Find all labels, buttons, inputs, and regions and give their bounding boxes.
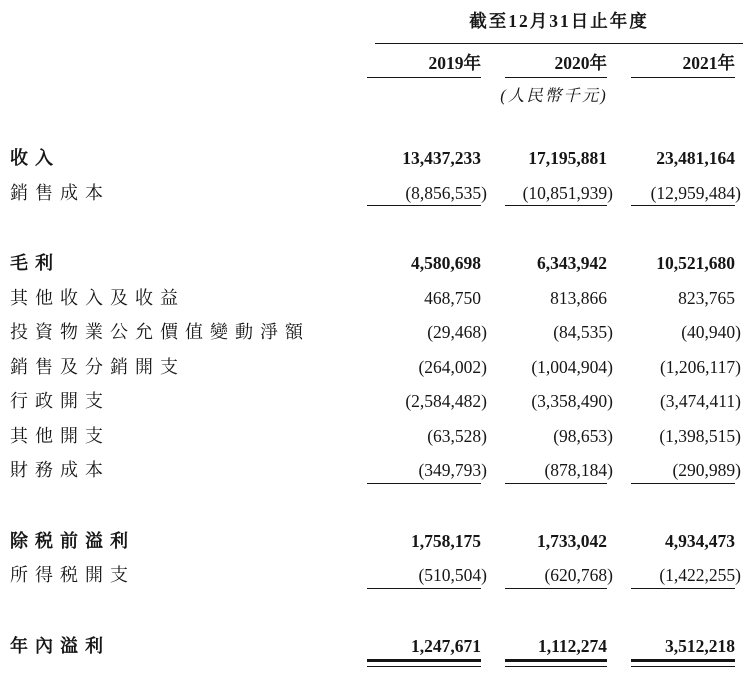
row-value-2020: (84,535) (553, 322, 613, 342)
row-value-2020: 6,343,942 (537, 253, 607, 273)
row-label: 收入 (10, 148, 60, 168)
column-header-2021: 2021年 (629, 49, 743, 78)
row-value-2020: (10,851,939) (503, 176, 615, 211)
row-value-2021: 10,521,680 (656, 253, 735, 273)
year-columns-row (10, 49, 747, 78)
row-value-2021: (3,474,411) (659, 391, 741, 411)
row-label: 銷售及分銷開支 (10, 356, 185, 377)
row-value-2019: 13,437,233 (402, 148, 481, 168)
column-header-2020: 2020年 (503, 49, 615, 78)
row-value-2019: 468,750 (424, 287, 481, 308)
row-label: 所得税開支 (10, 565, 135, 585)
table-row-fair-value-change (10, 315, 747, 350)
table-row-gross-profit (10, 246, 747, 281)
row-value-2021: (1,206,117) (659, 356, 741, 377)
row-value-2020: (98,653) (553, 425, 613, 446)
row-value-2020: 1,733,042 (537, 530, 607, 551)
table-row-cost-of-sales (10, 176, 747, 211)
row-value-2019: (349,793) (365, 453, 489, 488)
row-label: 毛利 (10, 253, 60, 273)
row-value-2020: 17,195,881 (528, 148, 607, 168)
table-body (10, 141, 747, 663)
period-header: 截至12月31日止年度 (375, 8, 743, 44)
table-row-selling-expenses (10, 350, 747, 385)
row-value-2019: (2,584,482) (405, 391, 487, 411)
row-value-2019: 1,247,671 (365, 629, 489, 664)
row-value-2021: (1,398,515) (659, 425, 741, 446)
table-header (10, 8, 747, 111)
row-value-2019: 1,758,175 (411, 530, 481, 551)
row-value-2019: (510,504) (365, 558, 489, 593)
table-row-revenue (10, 141, 747, 176)
row-value-2020: (3,358,490) (531, 391, 613, 411)
period-header-row (10, 8, 747, 44)
table-row-other-expenses (10, 419, 747, 454)
row-value-2021: (1,422,255) (629, 558, 743, 593)
row-label: 行政開支 (10, 391, 110, 411)
row-value-2021: (12,959,484) (629, 176, 743, 211)
unit-note-row (10, 78, 747, 111)
row-value-2021: 823,765 (678, 287, 735, 308)
row-value-2020: 1,112,274 (503, 629, 615, 664)
row-label: 除税前溢利 (10, 530, 135, 551)
row-label: 投資物業公允價值變動淨額 (10, 322, 310, 342)
row-value-2020: (878,184) (503, 453, 615, 488)
row-value-2019: 4,580,698 (411, 253, 481, 273)
row-value-2021: 4,934,473 (665, 530, 735, 551)
column-header-2019: 2019年 (365, 49, 489, 78)
currency-unit-note: (人民幣千元) (500, 86, 608, 105)
row-value-2021: 3,512,218 (629, 629, 743, 664)
table-row-income-tax (10, 558, 747, 593)
row-value-2019: (63,528) (427, 425, 487, 446)
row-value-2021: (40,940) (681, 322, 741, 342)
table-row-admin-expenses (10, 384, 747, 419)
table-row-other-income (10, 281, 747, 316)
row-value-2020: (1,004,904) (531, 356, 613, 377)
row-label: 其他開支 (10, 425, 110, 446)
row-value-2020: (620,768) (503, 558, 615, 593)
row-value-2021: 23,481,164 (656, 148, 735, 168)
row-value-2021: (290,989) (629, 453, 743, 488)
row-value-2019: (8,856,535) (365, 176, 489, 211)
row-label: 銷售成本 (10, 182, 110, 203)
row-value-2020: 813,866 (550, 287, 607, 308)
row-value-2019: (29,468) (427, 322, 487, 342)
table-row-profit-before-tax (10, 524, 747, 559)
table-row-finance-costs (10, 453, 747, 488)
row-label: 其他收入及收益 (10, 287, 185, 308)
row-value-2019: (264,002) (418, 356, 487, 377)
table-row-profit-for-year (10, 629, 747, 664)
row-label: 財務成本 (10, 460, 110, 480)
row-label: 年內溢利 (10, 635, 110, 656)
